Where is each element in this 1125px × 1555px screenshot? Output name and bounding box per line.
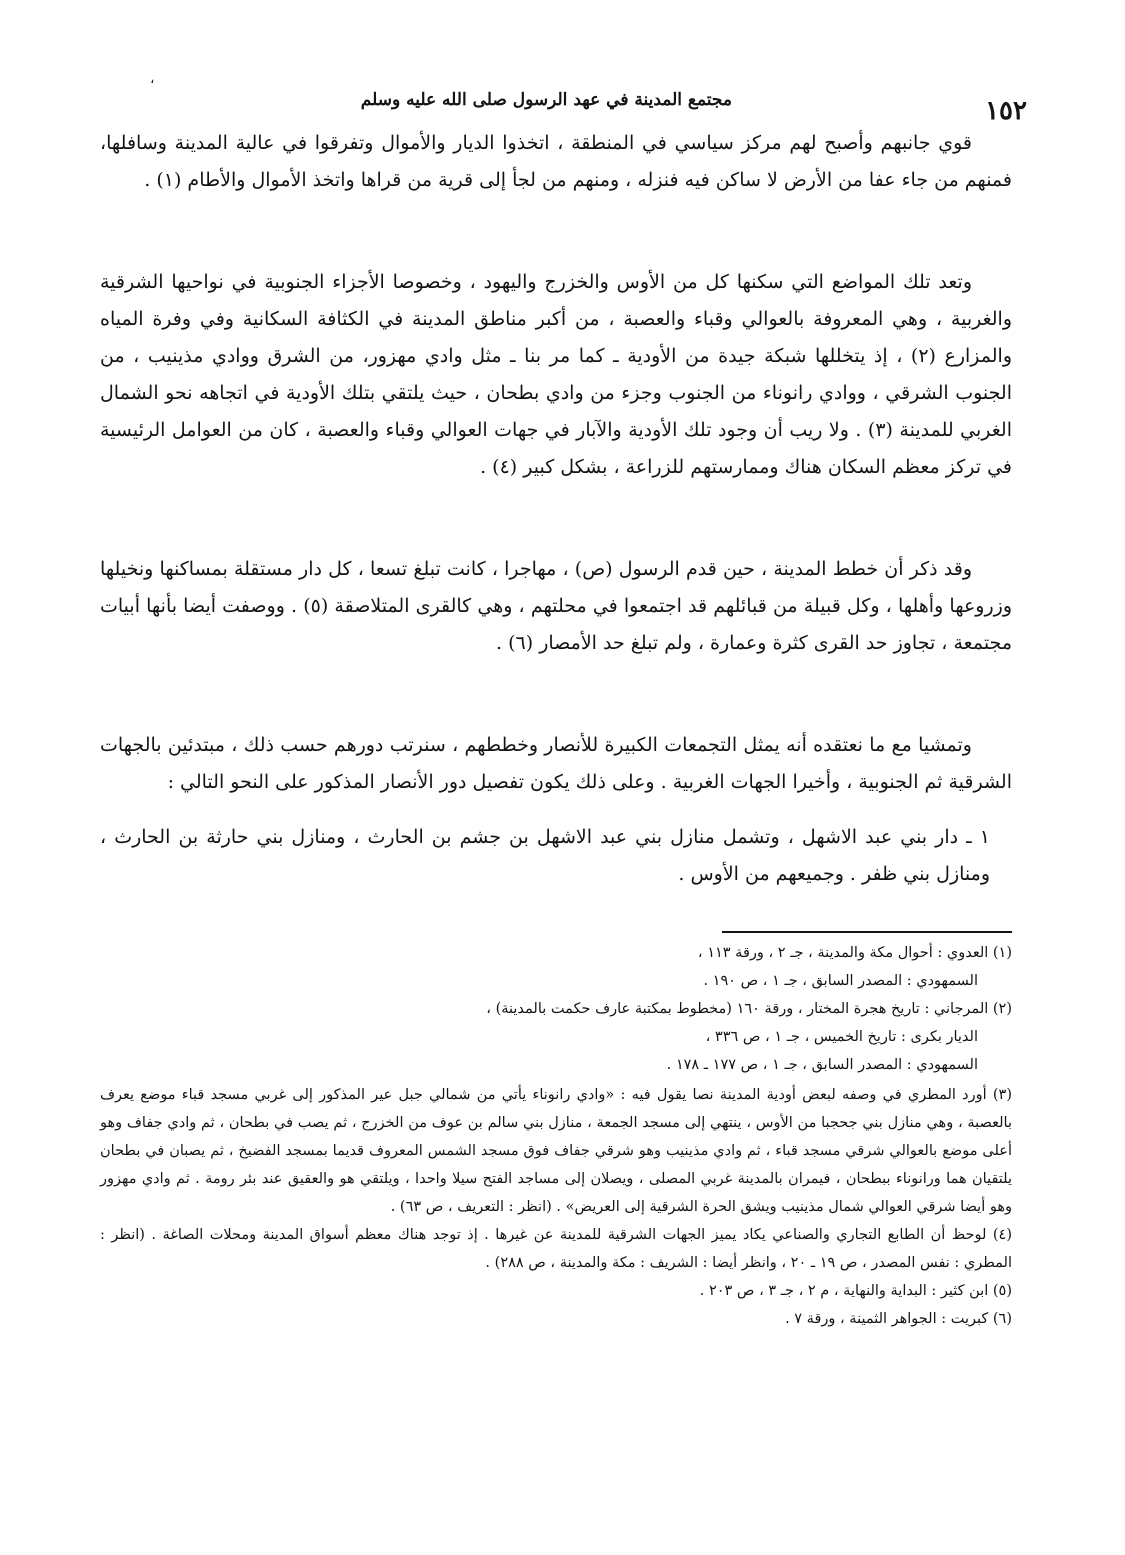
- list-item-1: ١ ـ دار بني عبد الاشهل ، وتشمل منازل بني عبد الاشهل بن جشم بن الحارث ، ومنازل بني حارثة بن الحارث ، ومنازل بني ظفر . وجميعهم من الأوس .: [100, 826, 990, 885]
- paragraph-4: وتمشيا مع ما نعتقده أنه يمثل التجمعات الكبيرة للأنصار وخططهم ، سنرتب دورهم حسب ذلك ، مبتدئين بالجهات الشرقية ثم الجنوبية ، وأخيرا الجهات الغربية . وعلى ذلك يكون تفصيل دور الأنصار المذكور على النحو التالي :: [100, 734, 1012, 793]
- footnote-1: (١) العدوي : أحوال مكة والمدينة ، جـ ٢ ، ورقة ١١٣ ،: [697, 945, 1012, 961]
- footnote-2: (٢) المرجاني : تاريخ هجرة المختار ، ورقة ١٦٠ (مخطوط بمكتبة عارف حكمت بالمدينة) ،: [486, 1001, 1012, 1017]
- footnotes: [100, 931, 1012, 1333]
- paragraph-1: قوي جانبهم وأصبح لهم مركز سياسي في المنطقة ، اتخذوا الديار والأموال وتفرقوا في عالية المدينة وسافلها، فمنهم من جاء عفا من الأرض لا ساكن فيه فنزله ، ومنهم من لجأ إلى قرية من قراها واتخذ الأموال والأطام (١) .: [100, 132, 1012, 191]
- footnote-5: (٥) ابن كثير : البداية والنهاية ، م ٢ ، جـ ٣ ، ص ٢٠٣ .: [699, 1283, 1012, 1299]
- running-title: مجتمع المدينة في عهد الرسول صلى الله عليه وسلم: [360, 90, 732, 110]
- footnote-1-continued: السمهودي : المصدر السابق ، جـ ١ ، ص ١٩٠ .: [703, 973, 978, 989]
- main-text: [100, 125, 1012, 893]
- footnote-rule: [722, 931, 1012, 933]
- footnote-2-continued-b: السمهودي : المصدر السابق ، جـ ١ ، ص ١٧٧ ـ ١٧٨ .: [666, 1057, 978, 1073]
- footnote-6: (٦) كبريت : الجواهر الثمينة ، ورقة ٧ .: [785, 1311, 1012, 1327]
- page-number: ١٥٢: [985, 96, 1027, 126]
- stray-mark: ،: [150, 71, 155, 87]
- footnote-4: (٤) لوحظ أن الطابع التجاري والصناعي يكاد يميز الجهات الشرقية للمدينة عن غيرها . إذ توجد هناك معظم أسواق المدينة ومحلات الصاغة . (انظر : المطري : نفس المصدر ، ص ١٩ ـ ٢٠ ، وانظر أيضا : الشريف : مكة والمدينة ، ص ٢٨٨) .: [100, 1227, 1012, 1271]
- footnote-3: (٣) أورد المطري في وصفه لبعض أودية المدينة نصا يقول فيه : «وادي رانوناء يأتي من شمالي جبل عير المذكور إلى غربي مسجد قباء موضع يعرف بالعصبة ، وهي منازل بني جحجبا من الأوس ، ينتهي إلى مسجد الجمعة ، منازل بني سالم بن عوف من الخزرج ، ثم يصب في بطحان ، ثم وادي جفاف وهو أعلى موضع بالعوالي شرقي مسجد قباء ، ثم وادي مذينيب وهو شرقي جفاف فوق مسجد الشمس المعروف قديما بمسجد الفضيخ ، ثم يصبان في بطحان يلتقيان هما ورانوناء ببطحان ، فيمران بالمدينة غربي المصلى ، ويصلان إلى مساجد الفتح سيلا واحدا ، ويلتقي هو والعقيق عند بئر رومة . ثم وادي مهزور وهو أيضا شرقي العوالي شمال مذينيب ويشق الحرة الشرقية إلى العريض» . (انظر : التعريف ، ص ٦٣) .: [100, 1087, 1012, 1215]
- paragraph-3: وقد ذكر أن خطط المدينة ، حين قدم الرسول (ص) ، مهاجرا ، كانت تبلغ تسعا ، كل دار مستقلة بمساكنها ونخيلها وزروعها وأهلها ، وكل قبيلة من قبائلهم قد اجتمعوا في محلتهم ، وهي كالقرى المتلاصقة (٥) . ووصفت أيضا بأنها أبيات مجتمعة ، تجاوز حد القرى كثرة وعمارة ، ولم تبلغ حد الأمصار (٦) .: [100, 558, 1012, 654]
- footnote-2-continued-a: الديار بكرى : تاريخ الخميس ، جـ ١ ، ص ٣٣٦ ،: [705, 1029, 978, 1045]
- paragraph-2: وتعد تلك المواضع التي سكنها كل من الأوس والخزرج واليهود ، وخصوصا الأجزاء الجنوبية في نواحيها الشرقية والغربية ، وهي المعروفة بالعوالي وقباء والعصبة ، من أكبر مناطق المدينة في الكثافة السكانية وفي وفرة المياه والمزارع (٢) ، إذ يتخللها شبكة جيدة من الأودية ـ كما مر بنا ـ مثل وادي مهزور، من الشرق ووادي مذينيب ، من الجنوب الشرقي ، ووادي رانوناء من الجنوب وجزء من وادي بطحان ، حيث يلتقي بتلك الأودية في اتجاهه نحو الشمال الغربي للمدينة (٣) . ولا ريب أن وجود تلك الأودية والآبار في جهات العوالي وقباء والعصبة ، كان من العوامل الرئيسية في تركز معظم السكان هناك وممارستهم للزراعة ، بشكل كبير (٤) .: [100, 271, 1012, 478]
